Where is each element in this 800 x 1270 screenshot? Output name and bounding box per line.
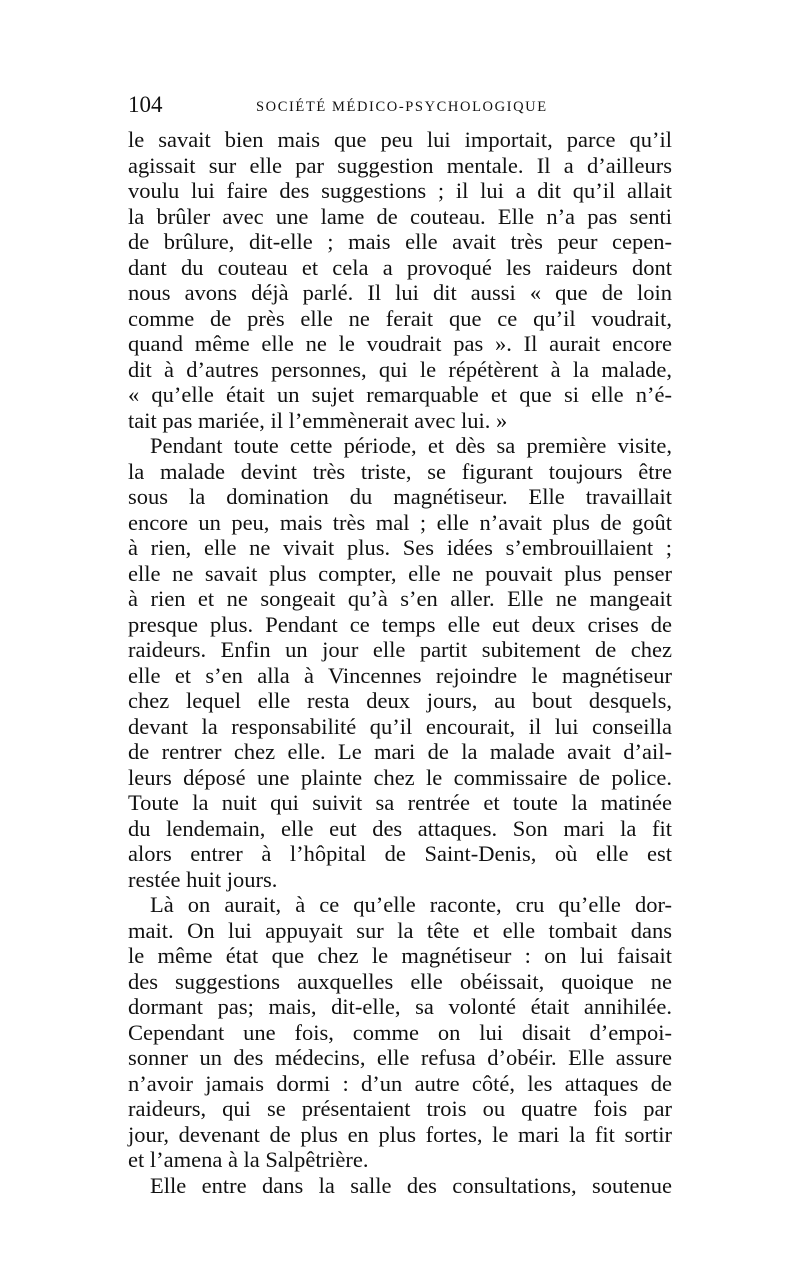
text-line: « qu’elle était un sujet remarquable et que si elle n’é- — [128, 382, 672, 407]
text-line: chez lequel elle resta deux jours, au bout desquels, — [128, 688, 672, 713]
text-line: mait. On lui appuyait sur la tête et elle tombait dans — [128, 917, 672, 943]
text-line: elle ne savait plus compter, elle ne pouvait plus penser — [128, 560, 672, 586]
text-line: encore un peu, mais très mal ; elle n’avait plus de goût — [128, 509, 672, 535]
page-number: 104 — [128, 92, 163, 117]
text-line: Là on aurait, à ce qu’elle raconte, cru qu’elle dor- — [150, 892, 672, 917]
text-line: comme de près elle ne ferait que ce qu’il voudrait, — [128, 305, 672, 331]
text-line: alors entrer à l’hôpital de Saint-Denis, où elle est — [128, 841, 672, 866]
text-line: dormant pas; mais, dit-elle, sa volonté était annihilée. — [128, 994, 672, 1019]
text-line: de rentrer chez elle. Le mari de la malade avait d’ail- — [128, 739, 672, 764]
text-line: à rien, elle ne vivait plus. Ses idées s’embrouillaient ; — [128, 535, 672, 560]
text-line: à rien et ne songeait qu’à s’en aller. Elle ne mangeait — [128, 586, 672, 611]
text-line: le même état que chez le magnétiseur : on lui faisait — [128, 943, 672, 968]
text-line: des suggestions auxquelles elle obéissait, quoique ne — [128, 968, 672, 994]
text-line: du lendemain, elle eut des attaques. Son mari la fit — [128, 815, 672, 841]
body-text — [128, 127, 672, 1198]
text-line: Elle entre dans la salle des consultations, soutenue — [150, 1172, 672, 1198]
text-line: le savait bien mais que peu lui importait, parce qu’il — [128, 127, 672, 152]
text-line: presque plus. Pendant ce temps elle eut deux crises de — [128, 611, 672, 637]
text-line: et l’amena à la Salpêtrière. — [128, 1147, 369, 1172]
text-line: la brûler avec une lame de couteau. Elle n’a pas senti — [128, 203, 672, 229]
text-line: de brûlure, dit-elle ; mais elle avait très peur cepen- — [128, 229, 672, 254]
text-line: voulu lui faire des suggestions ; il lui a dit qu’il allait — [128, 178, 672, 203]
text-line: Pendant toute cette période, et dès sa première visite, — [150, 433, 672, 458]
text-line: dant du couteau et cela a provoqué les raideurs dont — [128, 254, 672, 280]
text-line: sonner un des médecins, elle refusa d’obéir. Elle assure — [128, 1045, 672, 1070]
text-line: sous la domination du magnétiseur. Elle travaillait — [128, 484, 672, 509]
text-line: tait pas mariée, il l’emmènerait avec lui. » — [128, 407, 508, 433]
text-line: n’avoir jamais dormi : d’un autre côté, les attaques de — [128, 1070, 672, 1096]
text-line: nous avons déjà parlé. Il lui dit aussi « que de loin — [128, 280, 672, 305]
page-header — [128, 90, 672, 120]
text-line: quand même elle ne le voudrait pas ». Il aurait encore — [128, 331, 672, 356]
text-line: Cependant une fois, comme on lui disait d’empoi- — [128, 1019, 672, 1045]
running-head: SOCIÉTÉ MÉDICO-PSYCHOLOGIQUE — [256, 99, 548, 115]
text-line: leurs déposé une plainte chez le commissaire de police. — [128, 764, 672, 790]
text-line: agissait sur elle par suggestion mentale. Il a d’ailleurs — [128, 152, 672, 178]
text-line: Toute la nuit qui suivit sa rentrée et toute la matinée — [128, 790, 672, 815]
text-line: raideurs, qui se présentaient trois ou quatre fois par — [128, 1096, 672, 1121]
text-line: raideurs. Enfin un jour elle partit subitement de chez — [128, 637, 672, 662]
text-line: dit à d’autres personnes, qui le répétèrent à la malade, — [128, 356, 672, 382]
text-line: la malade devint très triste, se figurant toujours être — [128, 458, 672, 484]
text-line: elle et s’en alla à Vincennes rejoindre le magnétiseur — [128, 662, 672, 688]
text-line: restée huit jours. — [128, 866, 278, 892]
text-line: jour, devenant de plus en plus fortes, le mari la fit sortir — [128, 1121, 672, 1147]
text-line: devant la responsabilité qu’il encourait, il lui conseilla — [128, 713, 672, 739]
